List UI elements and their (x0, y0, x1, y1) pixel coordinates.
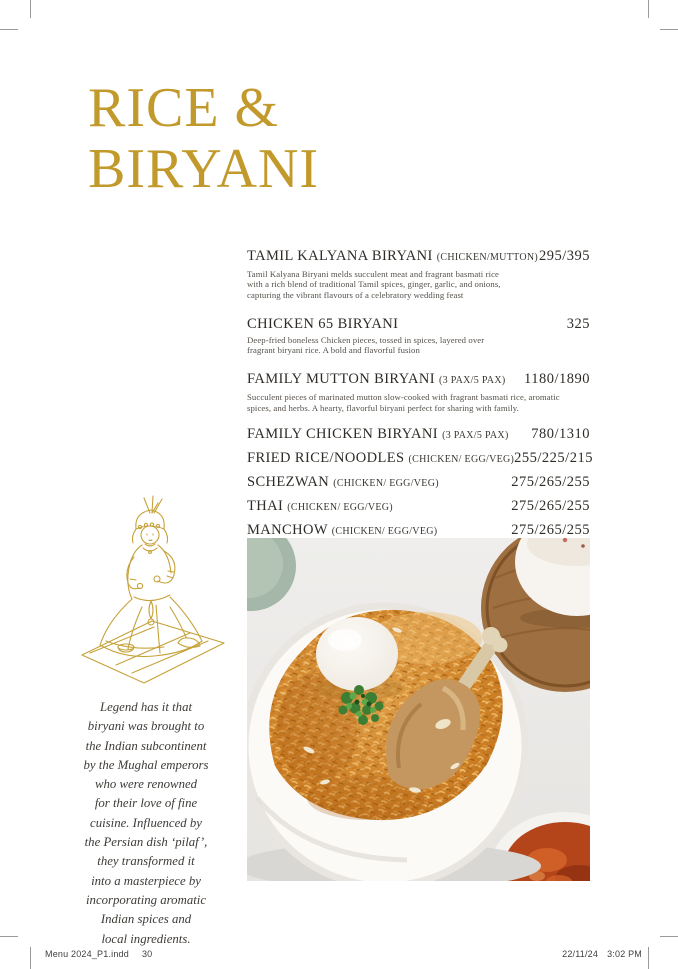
dish-variant: (3 PAX/5 PAX) (442, 430, 509, 442)
dish-description-line: with a rich blend of traditional Tamil spices, ginger, garlic, and onions, (247, 279, 501, 290)
dish-description-line: fragrant biryani rice. A bold and flavorful fusion (247, 345, 420, 356)
dish-name (247, 371, 505, 389)
mughal-figure-illustration (72, 495, 232, 693)
dish-variant: (CHICKEN/ EGG/VEG) (333, 478, 439, 490)
dish-variant: (CHICKEN/ EGG/VEG) (408, 454, 515, 466)
dish-name (247, 498, 393, 516)
dish-name-text: FAMILY MUTTON BIRYANI (247, 371, 435, 388)
dish-variant: (3 PAX/5 PAX) (438, 375, 506, 387)
crop-mark-bottom-right-v (648, 947, 649, 969)
menu-item-schezwan (247, 474, 590, 492)
menu-list (247, 248, 593, 546)
dish-name (247, 248, 538, 266)
dish-description (247, 335, 590, 356)
dish-description-line: capturing the vibrant flavours of a celebratory wedding feast (247, 289, 464, 300)
legend-line: who were renowned (94, 777, 198, 792)
dish-name (247, 426, 509, 444)
dish-name-text: FRIED RICE/NOODLES (247, 450, 405, 467)
dish-price: 295/395 (538, 248, 590, 264)
dish-price: 275/265/255 (511, 474, 590, 491)
dish-name-text: TAMIL KALYANA BIRYANI (247, 248, 433, 264)
crop-mark-top-left-h (0, 29, 18, 30)
dish-name-text: FAMILY CHICKEN BIRYANI (247, 426, 439, 443)
crop-mark-top-left-v (30, 0, 31, 18)
legend-line: Indian spices and (100, 912, 192, 927)
crop-mark-bottom-left-v (30, 947, 31, 969)
dish-name-text: CHICKEN 65 BIRYANI (247, 315, 399, 332)
menu-item-family-mutton-biryani (247, 371, 590, 413)
legend-line: cuisine. Influenced by (90, 815, 202, 830)
dish-price: 255/225/215 (514, 450, 593, 467)
dish-name-text: MANCHOW (247, 522, 328, 539)
menu-item-family-chicken-biryani (247, 426, 590, 444)
menu-item-tamil-kalyana-biryani (247, 248, 590, 300)
footer-slug (45, 949, 152, 959)
legend-line: incorporating aromatic (85, 892, 207, 907)
biryani-photo (247, 538, 590, 881)
dish-price: 1180/1890 (524, 371, 590, 388)
mughal-figure-icon (72, 495, 232, 693)
dish-variant: (CHICKEN/ EGG/VEG) (331, 526, 438, 538)
page-title-line1: RICE & (88, 77, 280, 139)
dish-description-line: Deep-fried boneless Chicken pieces, tossed in spices, layered over (247, 334, 485, 345)
crop-mark-bottom-right-h (660, 936, 678, 937)
dish-description-line: spices, and herbs. A hearty, flavorful biryani perfect for sharing with family. (247, 402, 519, 413)
dish-description-line: Tamil Kalyana Biryani melds succulent meat and fragrant basmati rice (247, 269, 500, 279)
legend-paragraph (56, 698, 236, 949)
dish-name-text: SCHEZWAN (247, 474, 330, 491)
dish-price: 780/1310 (531, 426, 590, 443)
dish-name (247, 450, 514, 468)
crop-mark-top-right-h (660, 29, 678, 30)
dish-description (247, 392, 590, 413)
dish-name (247, 474, 439, 492)
dish-name (247, 316, 398, 332)
dish-name-text: THAI (247, 498, 284, 515)
biryani-photo-image (247, 538, 590, 881)
menu-item-chicken-65-biryani (247, 316, 590, 356)
legend-line: local ingredients. (101, 931, 191, 946)
legend-line: the Persian dish ‘pilaf’, (84, 835, 208, 850)
legend-line: into a masterpiece by (91, 873, 201, 888)
dish-variant: (CHICKEN/MUTTON) (436, 252, 539, 263)
menu-item-thai (247, 498, 590, 516)
page-title (88, 78, 319, 200)
legend-line: they transformed it (97, 854, 195, 869)
legend-line: Legend has it that (99, 700, 193, 714)
page-title-line2: BIRYANI (88, 138, 320, 200)
crop-mark-top-right-v (648, 0, 649, 18)
footer-time: 3:02 PM (607, 949, 642, 959)
dish-description-line: Succulent pieces of marinated mutton slow-cooked with fragrant basmati rice, aromatic (247, 392, 560, 403)
footer-date: 22/11/24 (562, 949, 599, 959)
legend-line: by the Mughal emperors (83, 757, 209, 772)
footer-timestamp (562, 949, 642, 959)
dish-description (247, 269, 590, 300)
dish-price: 325 (566, 315, 590, 332)
legend-line: biryani was brought to (87, 719, 205, 734)
legend-line: for their love of fine (94, 796, 198, 811)
crop-mark-bottom-left-h (0, 936, 18, 937)
menu-item-fried-rice-noodles (247, 450, 593, 468)
footer-filename: Menu 2024_P1.indd (45, 949, 129, 959)
footer-page-number: 30 (141, 949, 153, 959)
dish-price: 275/265/255 (511, 522, 590, 539)
dish-variant: (CHICKEN/ EGG/VEG) (287, 502, 393, 514)
legend-line: the Indian subcontinent (85, 738, 207, 753)
dish-price: 275/265/255 (511, 498, 590, 515)
